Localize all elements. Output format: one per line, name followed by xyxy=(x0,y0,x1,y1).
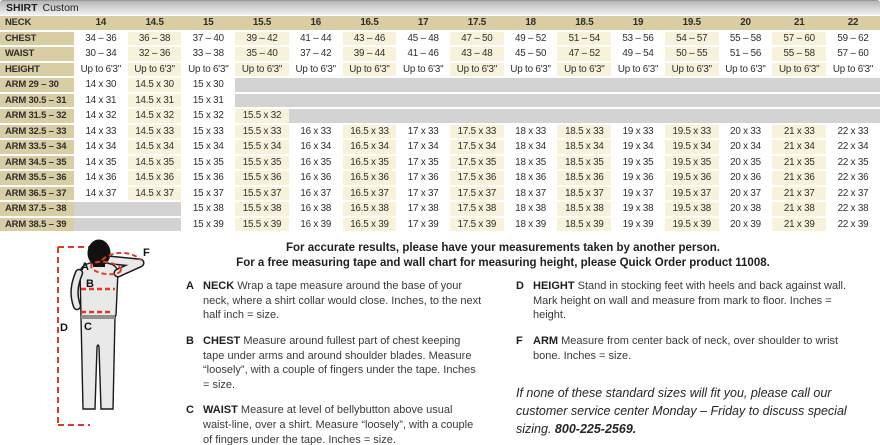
size-cell-empty xyxy=(74,201,128,217)
size-cell: 18.5 x 38 xyxy=(557,201,611,217)
size-cell: 18 x 34 xyxy=(504,139,558,155)
size-cell: 19 x 34 xyxy=(611,139,665,155)
size-cell: 41 – 46 xyxy=(396,46,450,62)
size-cell: 15.5 x 33 xyxy=(235,124,289,140)
size-cell: 17 x 39 xyxy=(396,217,450,233)
size-cell-empty xyxy=(396,108,450,124)
accuracy-note xyxy=(178,241,828,271)
size-cell: 18 x 37 xyxy=(504,186,558,202)
size-cell: 20 x 39 xyxy=(719,217,773,233)
instruction-body: NECK Wrap a tape measure around the base of your neck, where a shirt collar would close. Inches, to the next half inch = size. xyxy=(203,280,482,322)
size-cell-empty xyxy=(665,77,719,93)
size-cell: 57 – 60 xyxy=(826,46,880,62)
figure-label-c: C xyxy=(84,321,92,333)
size-cell: 19 x 38 xyxy=(611,201,665,217)
size-cell-empty xyxy=(235,77,289,93)
size-cell: 49 – 52 xyxy=(504,31,558,47)
size-cell: 16.5 x 36 xyxy=(343,170,397,186)
size-cell: 14 x 37 xyxy=(74,186,128,202)
size-cell: 16 x 39 xyxy=(289,217,343,233)
instruction-term: CHEST xyxy=(203,334,241,347)
size-cell-empty xyxy=(611,108,665,124)
size-cell: Up to 6'3" xyxy=(343,62,397,78)
size-cell: 22 x 39 xyxy=(826,217,880,233)
size-cell: 18.5 x 37 xyxy=(557,186,611,202)
row-label: ARM 30.5 – 31 xyxy=(0,93,74,109)
size-cell: 16.5 x 35 xyxy=(343,155,397,171)
customer-service-phone: 800-225-2569. xyxy=(554,421,637,436)
table-row xyxy=(0,62,880,78)
size-cell: 17.5 x 38 xyxy=(450,201,504,217)
size-cell: 21 x 38 xyxy=(772,201,826,217)
size-cell: 57 – 60 xyxy=(772,31,826,47)
size-cell: Up to 6'3" xyxy=(128,62,182,78)
size-cell: 14 x 34 xyxy=(74,139,128,155)
size-cell: 18.5 x 36 xyxy=(557,170,611,186)
size-cell-empty xyxy=(504,93,558,109)
size-cell: 15 x 34 xyxy=(181,139,235,155)
instruction-body: HEIGHT Stand in stocking feet with heels and back against wall. Mark height on wall and measure from mark to floor. Inches = height. xyxy=(533,280,847,322)
size-cell: 15.5 x 37 xyxy=(235,186,289,202)
table-row xyxy=(0,93,880,109)
size-cell: 19.5 x 37 xyxy=(665,186,719,202)
size-cell: 17.5 x 35 xyxy=(450,155,504,171)
size-cell: 22 x 38 xyxy=(826,201,880,217)
size-cell: Up to 6'3" xyxy=(665,62,719,78)
size-cell-empty xyxy=(719,108,773,124)
size-cell: 17 x 38 xyxy=(396,201,450,217)
size-cell: 45 – 50 xyxy=(504,46,558,62)
size-cell: 18.5 x 35 xyxy=(557,155,611,171)
size-cell: 47 – 50 xyxy=(450,31,504,47)
instruction-item xyxy=(516,334,850,363)
neck-header-row xyxy=(0,16,880,31)
row-label: ARM 29 – 30 xyxy=(0,77,74,93)
instruction-letter: B xyxy=(186,334,194,347)
size-cell: 19 x 33 xyxy=(611,124,665,140)
figure-label-d: D xyxy=(60,322,68,334)
size-cell: 14.5 x 32 xyxy=(128,108,182,124)
size-cell: 16.5 x 33 xyxy=(343,124,397,140)
size-cell: 35 – 40 xyxy=(235,46,289,62)
accuracy-note-line2: For a free measuring tape and wall chart for measuring height, please Quick Order product 11008. xyxy=(236,257,770,270)
size-cell: 36 – 38 xyxy=(128,31,182,47)
size-cell: 20 x 35 xyxy=(719,155,773,171)
size-cell: 22 x 33 xyxy=(826,124,880,140)
neck-size-header: 17.5 xyxy=(450,16,504,31)
size-cell: 34 – 36 xyxy=(74,31,128,47)
figure-label-b: B xyxy=(86,278,94,290)
size-cell-empty xyxy=(128,201,182,217)
size-cell: 16 x 36 xyxy=(289,170,343,186)
size-cell: 30 – 34 xyxy=(74,46,128,62)
size-cell-empty xyxy=(826,77,880,93)
size-cell: 59 – 62 xyxy=(826,31,880,47)
size-cell-empty xyxy=(557,93,611,109)
size-cell: 19 x 39 xyxy=(611,217,665,233)
instruction-body: CHEST Measure around fullest part of chest keeping tape under arms and around shoulder blades. Measure “loosely”, with a couple of fingers under the tape. Inches = size. xyxy=(203,334,476,391)
instruction-letter: F xyxy=(516,334,523,347)
instruction-columns xyxy=(186,279,850,445)
size-cell: 16.5 x 37 xyxy=(343,186,397,202)
table-titlebar xyxy=(0,0,880,16)
size-cell: 17 x 34 xyxy=(396,139,450,155)
size-cell: 14 x 32 xyxy=(74,108,128,124)
instruction-term: NECK xyxy=(203,280,235,292)
size-cell: 19 x 37 xyxy=(611,186,665,202)
size-cell: 18 x 33 xyxy=(504,124,558,140)
size-cell: 53 – 56 xyxy=(611,31,665,47)
measuring-instructions-section xyxy=(0,233,880,445)
size-cell: 14.5 x 31 xyxy=(128,93,182,109)
size-cell: 22 x 35 xyxy=(826,155,880,171)
neck-size-header: 20 xyxy=(719,16,773,31)
size-cell: 19.5 x 36 xyxy=(665,170,719,186)
size-cell: 20 x 36 xyxy=(719,170,773,186)
size-cell: 21 x 37 xyxy=(772,186,826,202)
size-cell: Up to 6'3" xyxy=(450,62,504,78)
size-cell: 19 x 36 xyxy=(611,170,665,186)
size-cell-empty xyxy=(719,93,773,109)
size-cell: 43 – 48 xyxy=(450,46,504,62)
size-cell-empty xyxy=(450,93,504,109)
size-cell-empty xyxy=(665,93,719,109)
size-cell: Up to 6'3" xyxy=(719,62,773,78)
size-cell: 15 x 35 xyxy=(181,155,235,171)
instruction-term: WAIST xyxy=(203,404,238,417)
size-cell-empty xyxy=(74,217,128,233)
instruction-item xyxy=(186,403,482,445)
neck-size-header: 21 xyxy=(772,16,826,31)
size-cell: 21 x 39 xyxy=(772,217,826,233)
size-cell-empty xyxy=(665,108,719,124)
size-table-body xyxy=(0,31,880,233)
size-cell: 17.5 x 33 xyxy=(450,124,504,140)
size-cell: 16.5 x 39 xyxy=(343,217,397,233)
size-table-header xyxy=(0,16,880,31)
size-cell-empty xyxy=(235,93,289,109)
size-cell: 16.5 x 38 xyxy=(343,201,397,217)
size-cell: 20 x 33 xyxy=(719,124,773,140)
size-cell: Up to 6'3" xyxy=(235,62,289,78)
size-cell-empty xyxy=(719,77,773,93)
row-label: ARM 38.5 – 39 xyxy=(0,217,74,233)
size-cell: 22 x 36 xyxy=(826,170,880,186)
size-cell: 49 – 54 xyxy=(611,46,665,62)
size-cell: 14 x 31 xyxy=(74,93,128,109)
size-cell-empty xyxy=(772,77,826,93)
size-cell: 18 x 39 xyxy=(504,217,558,233)
neck-size-header: 16.5 xyxy=(343,16,397,31)
size-cell: 54 – 57 xyxy=(665,31,719,47)
neck-size-header: 18 xyxy=(504,16,558,31)
size-cell-empty xyxy=(557,108,611,124)
row-label: CHEST xyxy=(0,31,74,47)
special-sizing-text: If none of these standard sizes will fit you, please call our customer service center Monday – Friday to discuss special sizing. xyxy=(516,386,847,436)
size-cell: Up to 6'3" xyxy=(772,62,826,78)
size-cell: 20 x 38 xyxy=(719,201,773,217)
table-row xyxy=(0,108,880,124)
size-cell-empty xyxy=(611,77,665,93)
size-cell: 14 x 30 xyxy=(74,77,128,93)
size-cell: 14.5 x 37 xyxy=(128,186,182,202)
size-cell: Up to 6'3" xyxy=(557,62,611,78)
neck-size-header: 14.5 xyxy=(128,16,182,31)
size-cell: Up to 6'3" xyxy=(289,62,343,78)
size-cell: 17 x 33 xyxy=(396,124,450,140)
size-cell: 14.5 x 35 xyxy=(128,155,182,171)
instructions-left xyxy=(186,279,482,445)
size-cell-empty xyxy=(396,93,450,109)
size-cell: 18.5 x 39 xyxy=(557,217,611,233)
size-cell: 20 x 37 xyxy=(719,186,773,202)
size-cell: 19.5 x 38 xyxy=(665,201,719,217)
size-cell-empty xyxy=(504,108,558,124)
instruction-item xyxy=(516,279,850,323)
size-cell: 15 x 32 xyxy=(181,108,235,124)
figure-waistband xyxy=(81,315,115,319)
size-cell: 15.5 x 38 xyxy=(235,201,289,217)
table-row xyxy=(0,124,880,140)
size-cell: 15.5 x 36 xyxy=(235,170,289,186)
table-row xyxy=(0,46,880,62)
size-cell: 22 x 37 xyxy=(826,186,880,202)
size-cell: 21 x 34 xyxy=(772,139,826,155)
size-cell-empty xyxy=(504,77,558,93)
size-cell: 55 – 58 xyxy=(719,31,773,47)
size-cell: Up to 6'3" xyxy=(181,62,235,78)
size-cell: 19.5 x 35 xyxy=(665,155,719,171)
size-cell-empty xyxy=(611,93,665,109)
size-cell: 32 – 36 xyxy=(128,46,182,62)
size-cell: 21 x 35 xyxy=(772,155,826,171)
size-cell: 37 – 40 xyxy=(181,31,235,47)
neck-size-header: 14 xyxy=(74,16,128,31)
instruction-item xyxy=(186,279,482,323)
size-cell-empty xyxy=(128,217,182,233)
table-row xyxy=(0,186,880,202)
size-cell-empty xyxy=(289,77,343,93)
row-label: ARM 32.5 – 33 xyxy=(0,124,74,140)
size-cell: 15 x 31 xyxy=(181,93,235,109)
measurement-figure xyxy=(46,237,180,439)
size-cell: 18.5 x 33 xyxy=(557,124,611,140)
table-row xyxy=(0,217,880,233)
size-cell-empty xyxy=(772,93,826,109)
neck-size-header: 19.5 xyxy=(665,16,719,31)
neck-size-header: 17 xyxy=(396,16,450,31)
size-cell: 20 x 34 xyxy=(719,139,773,155)
neck-size-header: 19 xyxy=(611,16,665,31)
row-label: HEIGHT xyxy=(0,62,74,78)
size-cell-empty xyxy=(289,108,343,124)
size-cell: 33 – 38 xyxy=(181,46,235,62)
size-cell: 19 x 35 xyxy=(611,155,665,171)
size-cell: 21 x 33 xyxy=(772,124,826,140)
instruction-body: ARM Measure from center back of neck, over shoulder to wrist bone. Inches = size. xyxy=(533,334,839,362)
size-cell: 15 x 38 xyxy=(181,201,235,217)
size-cell: Up to 6'3" xyxy=(396,62,450,78)
size-cell: Up to 6'3" xyxy=(74,62,128,78)
instruction-body: WAIST Measure at level of bellybutton above usual waist-line, over a shirt. Measure “loosely”, with a couple of fingers under the tape. Inches = size. xyxy=(203,404,474,445)
size-cell: 17.5 x 34 xyxy=(450,139,504,155)
table-subtitle: Custom xyxy=(42,2,79,14)
size-cell: 16 x 33 xyxy=(289,124,343,140)
size-cell: 19.5 x 34 xyxy=(665,139,719,155)
size-cell: 19.5 x 33 xyxy=(665,124,719,140)
size-cell: 15 x 36 xyxy=(181,170,235,186)
size-cell: 39 – 44 xyxy=(343,46,397,62)
size-cell: Up to 6'3" xyxy=(611,62,665,78)
size-cell-empty xyxy=(343,93,397,109)
table-row xyxy=(0,31,880,47)
size-cell: 18 x 38 xyxy=(504,201,558,217)
size-cell-empty xyxy=(772,108,826,124)
size-cell: 21 x 36 xyxy=(772,170,826,186)
table-row xyxy=(0,77,880,93)
neck-size-header: 15.5 xyxy=(235,16,289,31)
size-cell: 55 – 58 xyxy=(772,46,826,62)
instructions-right xyxy=(516,279,850,445)
instructions-right-items xyxy=(516,279,850,363)
size-cell: 16 x 38 xyxy=(289,201,343,217)
size-cell-empty xyxy=(396,77,450,93)
size-cell: 15.5 x 39 xyxy=(235,217,289,233)
row-label: ARM 36.5 – 37 xyxy=(0,186,74,202)
instruction-letter: C xyxy=(186,404,194,417)
table-row xyxy=(0,170,880,186)
size-cell: 16 x 35 xyxy=(289,155,343,171)
instruction-letter: A xyxy=(186,280,194,292)
figure-label-f: F xyxy=(143,247,150,259)
row-label: ARM 35.5 – 36 xyxy=(0,170,74,186)
figure-label-a: A xyxy=(81,261,89,273)
row-label: ARM 34.5 – 35 xyxy=(0,155,74,171)
neck-size-header: 22 xyxy=(826,16,880,31)
size-cell-empty xyxy=(826,93,880,109)
size-cell: 15.5 x 35 xyxy=(235,155,289,171)
size-cell-empty xyxy=(826,108,880,124)
size-cell-empty xyxy=(557,77,611,93)
size-cell: 15 x 33 xyxy=(181,124,235,140)
size-cell-empty xyxy=(289,93,343,109)
table-row xyxy=(0,139,880,155)
instruction-letter: D xyxy=(516,280,524,292)
size-cell: 43 – 46 xyxy=(343,31,397,47)
size-cell-empty xyxy=(343,108,397,124)
size-cell: 14 x 35 xyxy=(74,155,128,171)
size-cell: 16.5 x 34 xyxy=(343,139,397,155)
special-sizing-note xyxy=(516,385,850,438)
row-label: ARM 33.5 – 34 xyxy=(0,139,74,155)
neck-size-header: 15 xyxy=(181,16,235,31)
size-cell: 15 x 39 xyxy=(181,217,235,233)
size-cell: 16 x 34 xyxy=(289,139,343,155)
size-cell: 17 x 35 xyxy=(396,155,450,171)
size-cell: 14.5 x 30 xyxy=(128,77,182,93)
size-cell: 51 – 56 xyxy=(719,46,773,62)
size-cell: 45 – 48 xyxy=(396,31,450,47)
size-cell: 17 x 37 xyxy=(396,186,450,202)
instruction-term: ARM xyxy=(533,334,559,347)
size-cell: 41 – 44 xyxy=(289,31,343,47)
neck-size-header: 16 xyxy=(289,16,343,31)
size-cell: 18.5 x 34 xyxy=(557,139,611,155)
size-cell: 15 x 37 xyxy=(181,186,235,202)
size-cell: 19.5 x 39 xyxy=(665,217,719,233)
size-cell-empty xyxy=(343,77,397,93)
size-cell-empty xyxy=(450,77,504,93)
size-cell: 18 x 36 xyxy=(504,170,558,186)
size-cell: 14 x 36 xyxy=(74,170,128,186)
size-cell: 37 – 42 xyxy=(289,46,343,62)
size-cell: 14.5 x 34 xyxy=(128,139,182,155)
size-cell: 17.5 x 37 xyxy=(450,186,504,202)
table-title: SHIRT xyxy=(6,2,38,14)
size-cell: 17 x 36 xyxy=(396,170,450,186)
neck-corner-label: NECK xyxy=(0,16,74,31)
size-cell: 18 x 35 xyxy=(504,155,558,171)
size-cell: 17.5 x 36 xyxy=(450,170,504,186)
neck-size-header: 18.5 xyxy=(557,16,611,31)
row-label: ARM 31.5 – 32 xyxy=(0,108,74,124)
size-cell: 16 x 37 xyxy=(289,186,343,202)
size-cell: 39 – 42 xyxy=(235,31,289,47)
size-cell: 14 x 33 xyxy=(74,124,128,140)
table-row xyxy=(0,155,880,171)
accuracy-note-line1: For accurate results, please have your measurements taken by another person. xyxy=(286,242,720,254)
size-cell: Up to 6'3" xyxy=(826,62,880,78)
size-cell-empty xyxy=(450,108,504,124)
size-cell: 15.5 x 32 xyxy=(235,108,289,124)
size-cell: 22 x 34 xyxy=(826,139,880,155)
size-cell: 51 – 54 xyxy=(557,31,611,47)
row-label: WAIST xyxy=(0,46,74,62)
size-cell: 17.5 x 39 xyxy=(450,217,504,233)
size-cell: 15.5 x 34 xyxy=(235,139,289,155)
table-row xyxy=(0,201,880,217)
size-cell: 14.5 x 36 xyxy=(128,170,182,186)
size-cell: Up to 6'3" xyxy=(504,62,558,78)
size-cell: 15 x 30 xyxy=(181,77,235,93)
instruction-item xyxy=(186,334,482,393)
row-label: ARM 37.5 – 38 xyxy=(0,201,74,217)
size-cell: 50 – 55 xyxy=(665,46,719,62)
size-table xyxy=(0,16,880,233)
size-cell: 14.5 x 33 xyxy=(128,124,182,140)
instruction-term: HEIGHT xyxy=(533,280,575,292)
size-cell: 47 – 52 xyxy=(557,46,611,62)
